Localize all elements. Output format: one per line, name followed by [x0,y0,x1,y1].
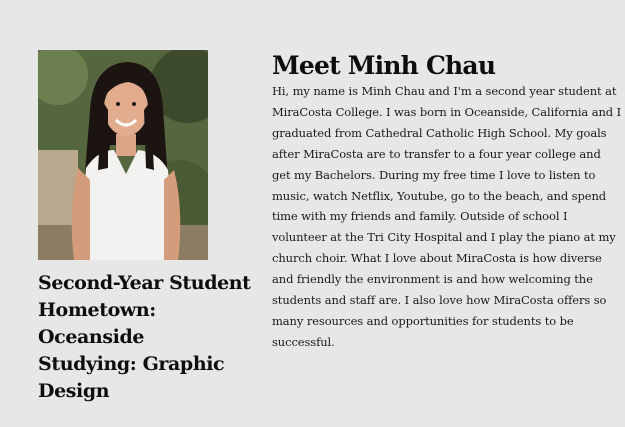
student-bio: Hi, my name is Minh Chau and I'm a second year student at MiraCosta College. I was born in Oceanside, California and I graduated from Cathedral Catholic High School. My goals after MiraCosta are to transfer to a four year college and get my Bachelors. During my free time I love to listen to music, watch Netflix, Youtube, go to the beach, and spend time with my friends and family. Outside of school I volunteer at the Tri City Hospital and I play the piano at my church choir. What I love about MiraCosta is how diverse and friendly the environment is and how welcoming the students and staff are. I also love how MiraCosta offers so many resources and opportunities for students to be successful. [272,84,622,349]
fact-year: Second-Year Student [38,272,251,294]
fact-major: Studying: Graphic Design [38,353,225,402]
student-facts [38,270,258,405]
student-photo [38,50,208,260]
student-portrait-icon [38,50,208,260]
page-title: Meet Minh Chau [272,51,496,80]
fact-hometown: Hometown: Oceanside [38,299,156,348]
